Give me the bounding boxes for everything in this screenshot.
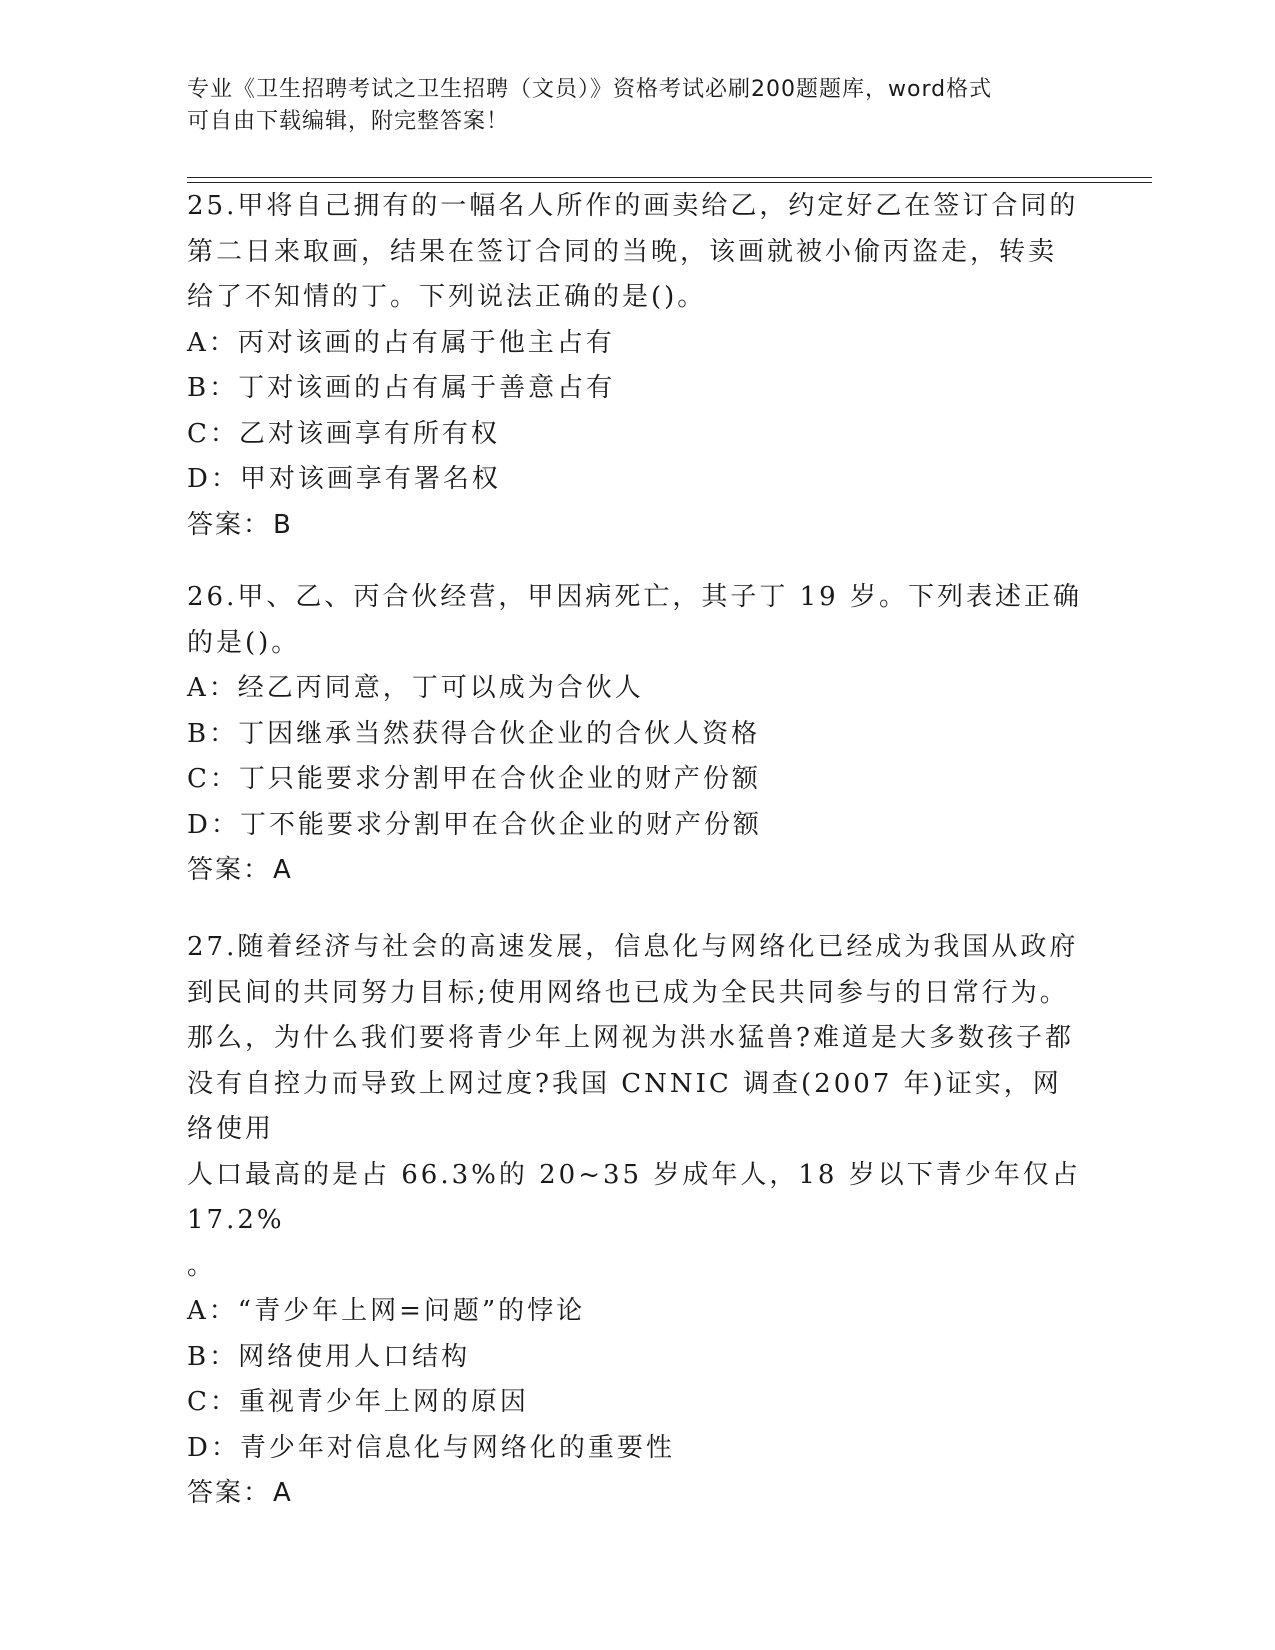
answer-value: B <box>273 509 293 540</box>
answer-line <box>187 1471 1087 1517</box>
question-stem-line: 给了不知情的丁。下列说法正确的是()。 <box>187 282 707 312</box>
option-d: D：丁不能要求分割甲在合伙企业的财产份额 <box>187 809 762 840</box>
answer-value: A <box>273 1478 293 1508</box>
header-divider-top <box>187 177 1152 178</box>
option-b: B：丁因继承当然获得合伙企业的合伙人资格 <box>187 718 761 749</box>
document-header <box>187 74 1067 138</box>
question-stem-line: 的是()。 <box>187 627 301 658</box>
question-27 <box>187 925 1087 1517</box>
question-stem-line: 没有自控力而导致上网过度?我国 CNNIC 调查(2007 年)证实，网络使用 <box>187 1068 1062 1144</box>
header-line-2: 可自由下载编辑，附完整答案！ <box>187 109 510 134</box>
answer-line <box>187 848 1087 894</box>
option-c: C：丁只能要求分割甲在合伙企业的财产份额 <box>187 764 761 794</box>
question-25 <box>187 184 1087 548</box>
question-stem-line: 到民间的共同努力目标;使用网络也已成为全民共同参与的日常行为。 <box>187 977 1069 1008</box>
answer-label: 答案： <box>187 855 272 885</box>
option-d: D：甲对该画享有署名权 <box>187 464 501 494</box>
option-a: A：丙对该画的占有属于他主占有 <box>187 327 615 358</box>
answer-label: 答案： <box>187 509 272 540</box>
header-divider-bottom <box>187 182 1152 183</box>
question-stem-line: 27.随着经济与社会的高速发展，信息化与网络化已经成为我国从政府 <box>187 932 1079 962</box>
option-b: B：网络使用人口结构 <box>187 1341 471 1372</box>
option-a: A：“青少年上网=问题”的悖论 <box>187 1296 586 1326</box>
option-c: C：乙对该画享有所有权 <box>187 418 500 449</box>
question-stem-line: 25.甲将自己拥有的一幅名人所作的画卖给乙，约定好乙在签订合同的 <box>187 191 1079 221</box>
question-stem-line: 第二日来取画，结果在签订合同的当晚，该画就被小偷丙盗走，转卖 <box>187 236 1058 267</box>
question-26 <box>187 575 1087 894</box>
question-stem-line: 那么，为什么我们要将青少年上网视为洪水猛兽?难道是大多数孩子都 <box>187 1023 1074 1053</box>
option-c: C：重视青少年上网的原因 <box>187 1387 529 1417</box>
question-stem-line: 26.甲、乙、丙合伙经营，甲因病死亡，其子丁 19 岁。下列表述正确 <box>187 582 1082 612</box>
answer-value: A <box>273 855 293 885</box>
question-stem-line: 人口最高的是占 66.3%的 20~35 岁成年人，18 岁以下青少年仅占 17.2% <box>187 1159 1081 1235</box>
answer-line <box>187 503 1087 549</box>
option-a: A：经乙丙同意，丁可以成为合伙人 <box>187 673 644 703</box>
answer-label: 答案： <box>187 1478 272 1508</box>
header-line-1: 专业《卫生招聘考试之卫生招聘（文员）》资格考试必刷200题题库，word格式 <box>187 77 993 102</box>
option-d: D：青少年对信息化与网络化的重要性 <box>187 1432 675 1463</box>
question-stem-line: 。 <box>187 1250 217 1281</box>
option-b: B：丁对该画的占有属于善意占有 <box>187 373 616 403</box>
